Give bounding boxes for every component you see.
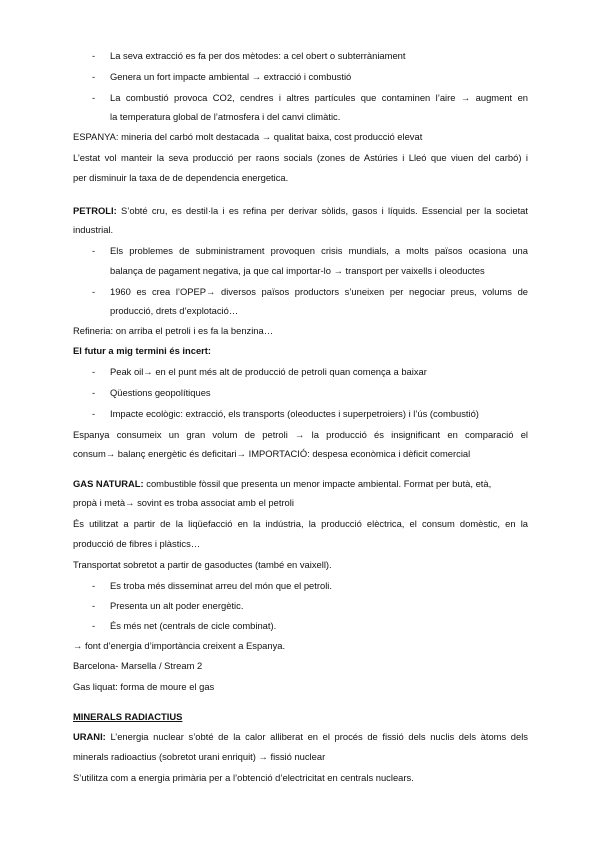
text-line: Barcelona- Marsella / Stream 2 — [73, 660, 203, 671]
bullet-dash: - — [92, 366, 96, 377]
bullet-dash: - — [92, 620, 96, 631]
text-line: La combustió provoca CO2, cendres i altres partícules que contaminen l’aire → augment en — [110, 92, 528, 103]
bullet-dash: - — [92, 50, 96, 61]
text-line: Espanya consumeix un gran volum de petroli → la producció és insignificant en comparació el — [73, 429, 528, 440]
text-line: producció de fibres i plàstics… — [73, 538, 201, 549]
text-line: Genera un fort impacte ambiental → extracció i combustió — [110, 71, 352, 82]
section-label-gas-natural: GAS NATURAL: — [73, 478, 144, 489]
text-line: Gas liquat: forma de moure el gas — [73, 681, 215, 692]
text-line: balança de pagament negativa, ja que cal importar-lo → transport per vaixells i oleoductes — [110, 265, 485, 276]
bullet-dash: - — [92, 245, 96, 256]
text-span: L’energia nuclear s’obté de la calor alliberat en el procés de fissió dels nuclis dels àtoms dels — [105, 731, 528, 742]
text-line: Es troba més disseminat arreu del món que el petroli. — [110, 580, 332, 591]
text-line: consum→ balanç energètic és deficitari→ IMPORTACIÓ: despesa econòmica i dèficit comercial — [73, 448, 471, 459]
text-line: 1960 es crea l’OPEP→ diversos països productors s’uneixen per negociar preus, volums de — [110, 286, 528, 297]
text-line: Refineria: on arriba el petroli i es fa la benzina… — [73, 325, 274, 336]
bullet-dash: - — [92, 92, 96, 103]
text-line: Impacte ecològic: extracció, els transports (oleoductes i superpetroiers) i l’ús (combustió) — [110, 408, 479, 419]
section-heading: MINERALS RADIACTIUS — [73, 711, 183, 722]
text-line: L’estat vol manteir la seva producció per raons socials (zones de Astúries i Lleó que viuen del carbó) i — [73, 152, 528, 163]
bullet-dash: - — [92, 408, 96, 419]
text-line: → font d’energia d’importància creixent a Espanya. — [73, 640, 286, 651]
text-line: Qüestions geopolítiques — [110, 387, 211, 398]
text-line: Els problemes de subministrament provoquen crisis mundials, a molts països ocasiona una — [110, 245, 528, 256]
text-line: industrial. — [73, 224, 114, 235]
text-span: S’obté cru, es destil·la i es refina per derivar sòlids, gasos i líquids. Essencial per la societat — [116, 205, 528, 216]
text-line: producció, drets d’explotació… — [110, 305, 239, 316]
text-line: La seva extracció es fa per dos mètodes: a cel obert o subterràniament — [110, 50, 406, 61]
text-line: Transportat sobretot a partir de gasoductes (també en vaixell). — [73, 559, 332, 570]
text-line — [73, 731, 528, 743]
section-label-petroli: PETROLI: — [73, 205, 117, 216]
subheading: El futur a mig termini és incert: — [73, 345, 212, 356]
text-line: S’utilitza com a energia primària per a l’obtenció d’electricitat en centrals nuclears. — [73, 772, 414, 783]
section-label-urani: URANI: — [73, 731, 106, 742]
bullet-dash: - — [92, 600, 96, 611]
text-line: És utilitzat a partir de la liqüefacció en la indústria, la producció elèctrica, el consum domèstic, en la — [73, 518, 528, 529]
text-line: minerals radioactius (sobretot urani enriquit) → fissió nuclear — [73, 751, 326, 762]
text-line: propà i metà→ sovint es troba associat amb el petroli — [73, 497, 294, 508]
text-line: És més net (centrals de cicle combinat). — [110, 620, 277, 631]
text-line: Peak oil→ en el punt més alt de producció de petroli quan comença a baixar — [110, 366, 427, 377]
text-span: combustible fòssil que presenta un menor impacte ambiental. Format per butà, età, — [143, 478, 492, 489]
bullet-dash: - — [92, 71, 96, 82]
bullet-dash: - — [92, 580, 96, 591]
text-line — [73, 205, 528, 217]
text-line: per disminuir la taxa de de dependencia energetica. — [73, 172, 289, 183]
bullet-dash: - — [92, 387, 96, 398]
bullet-dash: - — [92, 286, 96, 297]
text-line — [73, 478, 491, 490]
text-line: la temperatura global de l’atmosfera i del canvi climàtic. — [110, 111, 341, 122]
text-line: ESPANYA: mineria del carbó molt destacada → qualitat baixa, cost producció elevat — [73, 131, 423, 142]
text-line: Presenta un alt poder energètic. — [110, 600, 244, 611]
